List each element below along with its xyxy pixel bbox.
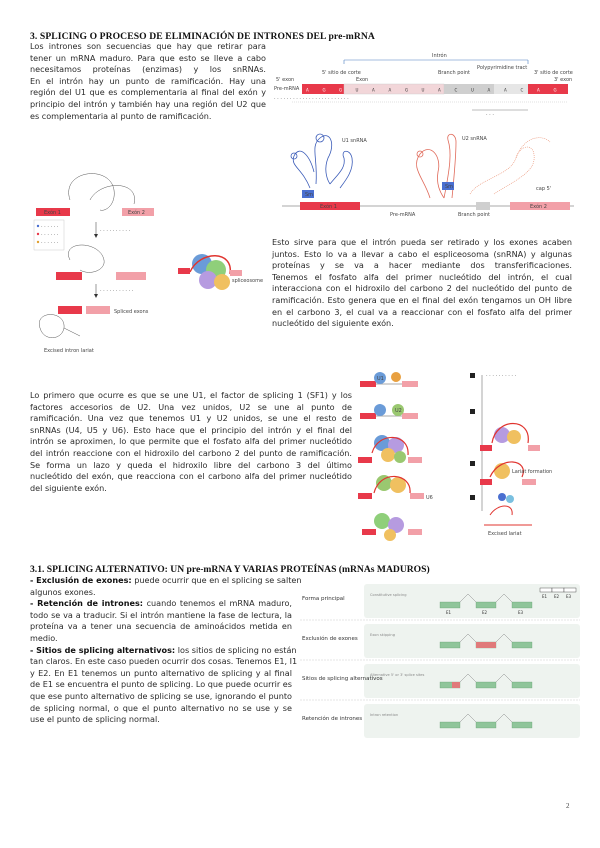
u6-particle bbox=[214, 274, 230, 290]
alt-row bbox=[302, 704, 580, 738]
alt-exon-box bbox=[512, 682, 532, 688]
alt-item-text: use el punto de splicing normal. bbox=[30, 714, 160, 725]
alt-item-line bbox=[30, 587, 292, 599]
alt-exon-label: E2 bbox=[482, 610, 488, 615]
sm-label-u2: Sm bbox=[445, 184, 454, 190]
left-exon2-label: Exón 2 bbox=[128, 210, 145, 216]
intron-block bbox=[344, 84, 444, 94]
sequence-letter: A bbox=[537, 87, 540, 93]
alt-item-line bbox=[30, 633, 292, 645]
exon-label: Exon bbox=[356, 77, 369, 83]
lariat-formation-label: Lariat formation bbox=[512, 469, 553, 475]
alt-item-term: - Sitios de splicing alternativos: bbox=[30, 644, 176, 655]
text-line: Esto sirve para que el intrón pueda ser retirado y los exones acaben bbox=[272, 237, 572, 247]
five-splice-site: 5' sitio de corte bbox=[322, 70, 361, 76]
product-label: E2 bbox=[554, 594, 560, 599]
alt-item-line bbox=[30, 575, 302, 587]
text-line: región del U1 que es complementaria al final del exón y bbox=[30, 87, 266, 98]
svg-text:· · · · · · · · · · · · · · ·: · · · · · · · · · · · · · · · · · · · · · · · · bbox=[274, 96, 349, 102]
left-exon2-step2 bbox=[116, 272, 146, 280]
excised-lariat-right-label: Excised lariat bbox=[488, 531, 522, 537]
alt-item-text: cuando tenemos el mRNA maduro, bbox=[143, 598, 292, 609]
text-line: del intrón reaccione con el hidroxilo del carbono 2 del punto de ramificación. bbox=[30, 447, 352, 458]
alt-item-text: de splicing normal, o que el punto alternativo no se use y se bbox=[30, 702, 292, 713]
excised-lariat-label: Excised intron lariat bbox=[44, 348, 94, 354]
sequence-letter: C bbox=[520, 87, 524, 93]
premrna-label: Pre-mRNA bbox=[274, 86, 300, 92]
alt-row-panel bbox=[364, 624, 580, 658]
text-line: intrón se aproximen, lo que permite que el fosfato alfa del primer nucleótido bbox=[30, 436, 352, 447]
text-line: interacciona con el hidroxilo del carbono 2 del nucleótido del punto de bbox=[272, 283, 572, 294]
sequence-letter: A bbox=[487, 87, 491, 93]
alt-exon-box bbox=[512, 602, 532, 608]
product-box bbox=[552, 588, 564, 592]
alt-exon-box bbox=[440, 722, 460, 728]
five-exon-label: 5' exon bbox=[276, 77, 295, 83]
alt-item-text: proteína va a tener una secuencia de aminoácidos metida en bbox=[30, 621, 292, 632]
subsection-title: 3.1. SPLICING ALTERNATIVO: UN pre-mRNA Y VARIAS PROTEÍNAS (mRNAs MADUROS) bbox=[30, 564, 430, 575]
polypyrimidine-label: Polypyrimidine tract bbox=[477, 65, 528, 71]
snrna-exon2-label: Exón 2 bbox=[530, 204, 547, 210]
text-line: Lo primero que ocurre es que se une U1, el factor de splicing 1 (SF1) y los bbox=[30, 390, 352, 400]
alt-item-text: todo se va a traducir. Si el intrón mantiene la fase de lectura, la bbox=[30, 609, 292, 620]
alt-item-line bbox=[30, 621, 292, 633]
assembly-step-5 bbox=[362, 513, 422, 541]
intron-label: Intrón bbox=[432, 53, 447, 59]
assembly-u1-label: U1 bbox=[377, 376, 384, 382]
sequence-letter: G bbox=[322, 87, 326, 93]
text-line: Tenemos el fosfato alfa del primer nucleótido del intrón, el cual bbox=[272, 271, 572, 282]
premrna-diagram bbox=[272, 50, 582, 120]
alt-row bbox=[300, 664, 580, 700]
text-line: En el intrón hay un punto de ramificación. Hay una bbox=[30, 75, 266, 86]
alt-item-line bbox=[30, 679, 292, 691]
sequence-letter: U bbox=[471, 87, 474, 93]
intro-paragraph bbox=[30, 41, 266, 122]
page-number: 2 bbox=[566, 802, 570, 810]
svg-text:· · · · · · · · · ·: · · · · · · · · · · bbox=[486, 373, 517, 379]
text-line: Se forma un lazo y queda el hidroxilo libre del carbono 3 del último bbox=[30, 459, 352, 470]
spliceosome-assembly-diagram bbox=[352, 365, 584, 545]
svg-text:· · · · · ·: · · · · · · bbox=[41, 224, 59, 230]
sequence-letter: G bbox=[405, 87, 409, 93]
alt-item-term: - Exclusión de exones: bbox=[30, 575, 132, 585]
alt-exon-box bbox=[476, 682, 496, 688]
alt-row-sublabel: Alternative 5' or 3' splice sites bbox=[370, 673, 425, 677]
alt-exon-box bbox=[440, 602, 460, 608]
assembly-step-4 bbox=[358, 475, 433, 501]
sequence-letter: G bbox=[339, 87, 343, 93]
svg-text:· · · · · ·: · · · · · · bbox=[41, 240, 59, 246]
exon-block-right bbox=[528, 84, 568, 94]
sequence-letter: A bbox=[306, 87, 309, 93]
product-label: E1 bbox=[542, 594, 548, 599]
svg-text:· · · · · · · · · · ·: · · · · · · · · · · · bbox=[100, 288, 134, 294]
product-box bbox=[540, 588, 552, 592]
alt-exon-box bbox=[476, 722, 496, 728]
text-line: snRNAs (U4, U5 y U6). Esto hace que el principio del intrón y el final del bbox=[30, 424, 352, 435]
snrna-branch-label: Branch point bbox=[458, 212, 490, 218]
alt-row-panel bbox=[364, 704, 580, 738]
alt-row-panel bbox=[364, 664, 580, 698]
text-line: del siguiente exón. bbox=[30, 482, 107, 493]
assembly-step-1 bbox=[360, 372, 418, 387]
u2-label: U2 snRNA bbox=[462, 136, 487, 142]
sequence-letter: U bbox=[421, 87, 425, 93]
mechanism-paragraph bbox=[30, 390, 352, 494]
assembly-u2-label: U2 bbox=[395, 408, 402, 414]
alt-item-line bbox=[30, 691, 292, 703]
spliceosome-paragraph bbox=[272, 237, 572, 330]
sequence-letter: A bbox=[504, 87, 507, 93]
text-line: ramificación. Una vez que tenemos U1 y U2 unidos, se une el resto de bbox=[30, 413, 352, 424]
svg-text:· · ·: · · · bbox=[486, 112, 494, 118]
alt-item-text: los sitios de splicing no están bbox=[175, 644, 297, 655]
three-splice-site: 3' sitio de corte bbox=[534, 70, 573, 76]
alt-site-box bbox=[452, 682, 460, 688]
alt-row-label: Forma principal bbox=[302, 596, 345, 602]
alt-exon-box bbox=[512, 722, 532, 728]
snrna-premrna-label: Pre-mRNA bbox=[390, 212, 416, 218]
alt-row bbox=[300, 584, 580, 620]
alt-item-text: y E2. En E1 tenemos un punto alternativo de splicing y al final bbox=[30, 667, 292, 678]
alt-item-line bbox=[30, 610, 292, 622]
snrna-exon1-label: Exón 1 bbox=[320, 204, 337, 210]
sm-label-u1: Sm bbox=[305, 192, 314, 198]
alt-row-label: Exclusión de exones bbox=[302, 636, 358, 642]
alternative-splicing-text bbox=[30, 575, 302, 726]
sequence-letter: A bbox=[388, 87, 392, 93]
alt-item-text: medio. bbox=[30, 632, 58, 643]
alt-exon-label: E3 bbox=[518, 610, 524, 615]
left-exon1-label: Exón 1 bbox=[44, 210, 61, 216]
text-line: principio del intrón y también hay una región del U2 que bbox=[30, 98, 266, 109]
text-line: en el carbono 3, el cual va a reaccionar con el fosfato alfa del primer bbox=[272, 306, 572, 317]
product-label: E3 bbox=[566, 594, 572, 599]
spliceosome-label: spliceosome bbox=[232, 278, 264, 284]
text-line: necesitamos proteínas (enzimas) y los snRNAs. bbox=[30, 64, 266, 75]
text-line: ramificación. Esto genera que en el final del exón tengamos un OH libre bbox=[272, 294, 572, 305]
alt-row-sublabel: Constitutive splicing bbox=[370, 593, 407, 597]
left-exon1-step3 bbox=[58, 306, 82, 314]
alt-item-text: de E1 se encuentra el punto de splicing. Lo que puede ocurrir es bbox=[30, 679, 292, 690]
polypyrimidine-block bbox=[444, 84, 494, 94]
alt-item-term: - Retención de intrones: bbox=[30, 598, 144, 609]
text-line: factores accesorios de U2. Una vez unidos, U2 se une al punto de bbox=[30, 401, 352, 412]
splicing-mechanism-diagram bbox=[30, 160, 270, 360]
alt-item-line bbox=[30, 668, 292, 680]
u1-label: U1 snRNA bbox=[342, 138, 367, 144]
assembly-u6-label: U6 bbox=[426, 495, 433, 501]
alt-exon-label: E1 bbox=[446, 610, 452, 615]
text-line: nucleótido del exón, que reacciona con el carbono alfa del primer nucleótido bbox=[30, 471, 352, 482]
left-exon2-step3 bbox=[86, 306, 110, 314]
text-line: tener un mRNA maduro. Para que esto se lleve a cabo bbox=[30, 52, 266, 63]
svg-text:· · · · · · · · · ·: · · · · · · · · · · bbox=[100, 228, 131, 234]
alt-item-text: algunos exones. bbox=[30, 586, 96, 597]
alt-item-line bbox=[30, 703, 292, 715]
alt-row bbox=[300, 624, 580, 660]
alternative-splicing-figure bbox=[300, 582, 582, 748]
alt-exon-box bbox=[512, 642, 532, 648]
alt-exon-box bbox=[440, 642, 460, 648]
alt-item-line bbox=[30, 644, 297, 657]
assembly-step-2 bbox=[360, 404, 418, 419]
alt-exon-box bbox=[476, 602, 496, 608]
text-line: juntos. Esto lo va a llevar a cabo el espliceosoma (snRNA) y algunas bbox=[272, 248, 572, 259]
text-line: es complementaria al punto de ramificación. bbox=[30, 110, 212, 121]
branch-point-label: Branch point bbox=[438, 70, 470, 76]
cap-label: cap 5' bbox=[536, 186, 552, 192]
sequence-letter: A bbox=[438, 87, 441, 93]
snrna-diagram bbox=[280, 128, 580, 218]
skipped-exon-box bbox=[476, 642, 496, 648]
text-line: nucleótido del siguiente exón. bbox=[272, 318, 394, 329]
alt-row-sublabel: Intron retention bbox=[370, 713, 399, 717]
alt-row-label: Retención de intrones bbox=[302, 716, 363, 722]
text-line: Los intrones son secuencias que hay que retirar para bbox=[30, 41, 266, 51]
alt-item-line bbox=[30, 656, 298, 668]
sequence-letter: U bbox=[355, 87, 359, 93]
sequence-letter: A bbox=[372, 87, 375, 93]
spliced-exons-label: Spliced exons bbox=[114, 309, 149, 315]
alt-item-text: puede ocurrir que en el splicing se salten bbox=[131, 575, 302, 585]
alt-row-sublabel: Exon skipping bbox=[370, 633, 395, 637]
alt-row-label: Sitios de splicing alternativos bbox=[302, 676, 383, 682]
sequence-letter: C bbox=[454, 87, 458, 93]
svg-text:· · · · · ·: · · · · · · bbox=[41, 232, 59, 238]
section-title: 3. SPLICING O PROCESO DE ELIMINACIÓN DE INTRONES DEL pre-mRNA bbox=[30, 31, 375, 42]
left-exon1-step2 bbox=[56, 272, 82, 280]
alt-item-line bbox=[30, 598, 292, 610]
three-exon-label: 3' exon bbox=[554, 77, 573, 83]
text-line: proteínas y se va a hacer mediante dos transferificaciones. bbox=[272, 260, 572, 271]
alt-item-text: que ese punto alternativo de splicing se use, ignorando el punto bbox=[30, 690, 292, 701]
sequence-letter: G bbox=[553, 87, 557, 93]
alt-item-line bbox=[30, 714, 292, 726]
alt-item-text: tan claros. En este caso pueden ocurrir dos cosas. Tenemos E1, I1 bbox=[30, 656, 298, 667]
product-box bbox=[564, 588, 576, 592]
assembly-step-3 bbox=[358, 435, 422, 463]
